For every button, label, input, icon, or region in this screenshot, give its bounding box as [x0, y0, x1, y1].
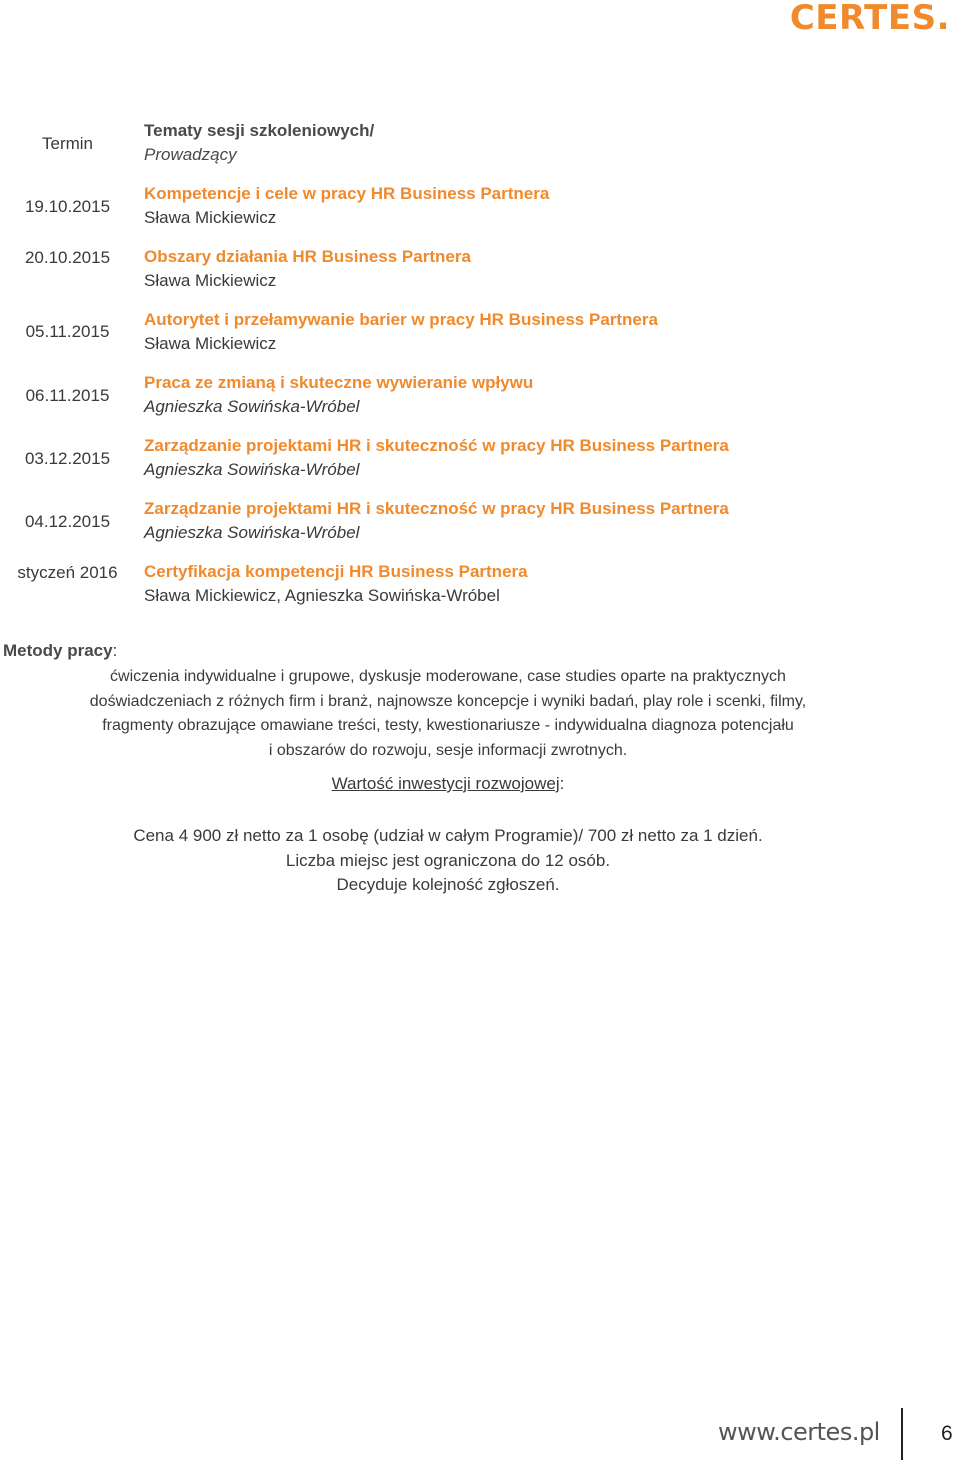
methods-line: ćwiczenia indywidualne i grupowe, dyskusje moderowane, case studies oparte na praktycznych	[110, 668, 786, 685]
session-date: 20.10.2015	[24, 248, 111, 267]
session-presenter: Agnieszka Sowińska-Wróbel	[144, 460, 360, 479]
session-topic	[144, 497, 729, 545]
session-topic	[144, 182, 549, 230]
session-presenter: Sława Mickiewicz	[144, 334, 277, 353]
session-topic	[144, 245, 471, 293]
session-date: 03.12.2015	[24, 449, 111, 468]
methods-label: Metody pracy	[3, 641, 113, 660]
methods-description	[0, 665, 896, 763]
order-line: Decyduje kolejność zgłoszeń.	[336, 875, 560, 894]
page-number: 6	[941, 1422, 953, 1445]
investment-heading	[0, 774, 896, 794]
methods-line: doświadczeniach z różnych firm i branż, najnowsze koncepcje i wyniki badań, play role i scenki, filmy,	[89, 692, 807, 710]
methods-line: fragmenty obrazujące omawiane treści, testy, kwestionariusze - indywidualna diagnoza potencjału	[102, 717, 794, 734]
session-presenter: Agnieszka Sowińska-Wróbel	[144, 397, 360, 416]
session-date: 19.10.2015	[24, 197, 111, 216]
date-column-header: Termin	[41, 134, 93, 153]
session-presenter: Sława Mickiewicz	[144, 208, 277, 227]
footer-url[interactable]: www.certes.pl	[718, 1418, 880, 1446]
footer-divider	[901, 1408, 903, 1460]
investment-heading-text: Wartość inwestycji rozwojowej	[331, 774, 560, 793]
methods-colon: :	[112, 641, 118, 660]
session-title: Obszary działania HR Business Partnera	[144, 247, 471, 266]
session-topic	[144, 434, 729, 482]
topic-header-subtitle: Prowadzący	[144, 145, 237, 164]
methods-heading	[3, 641, 117, 661]
session-topic	[144, 371, 533, 419]
session-date: 04.12.2015	[24, 512, 111, 531]
session-topic	[144, 560, 528, 608]
price-line: Cena 4 900 zł netto za 1 osobę (udział w całym Programie)/ 700 zł netto za 1 dzień.	[133, 826, 763, 845]
pricing-block	[0, 824, 896, 898]
session-topic	[144, 308, 658, 356]
session-title: Autorytet i przełamywanie barier w pracy HR Business Partnera	[144, 310, 658, 329]
session-title: Kompetencje i cele w pracy HR Business Partnera	[144, 184, 550, 203]
topic-header-title: Tematy sesji szkoleniowych/	[144, 121, 375, 140]
seats-line: Liczba miejsc jest ograniczona do 12 osób.	[285, 850, 611, 870]
session-date: styczeń 2016	[17, 563, 118, 582]
session-presenter: Sława Mickiewicz	[144, 271, 277, 290]
session-presenter: Agnieszka Sowińska-Wróbel	[144, 523, 360, 542]
session-title: Praca ze zmianą i skuteczne wywieranie wpływu	[144, 373, 534, 392]
session-date: 06.11.2015	[25, 386, 110, 405]
investment-colon: :	[559, 774, 565, 793]
certes-logo: CERTES.	[789, 0, 950, 38]
session-title: Zarządzanie projektami HR i skuteczność w pracy HR Business Partnera	[144, 499, 729, 518]
topic-column-header	[144, 119, 374, 167]
session-presenter: Sława Mickiewicz, Agnieszka Sowińska-Wróbel	[144, 586, 500, 605]
session-title: Zarządzanie projektami HR i skuteczność w pracy HR Business Partnera	[144, 436, 729, 455]
methods-line: i obszarów do rozwoju, sesje informacji zwrotnych.	[268, 741, 628, 759]
session-title: Certyfikacja kompetencji HR Business Partnera	[144, 562, 528, 581]
session-date: 05.11.2015	[25, 322, 110, 341]
